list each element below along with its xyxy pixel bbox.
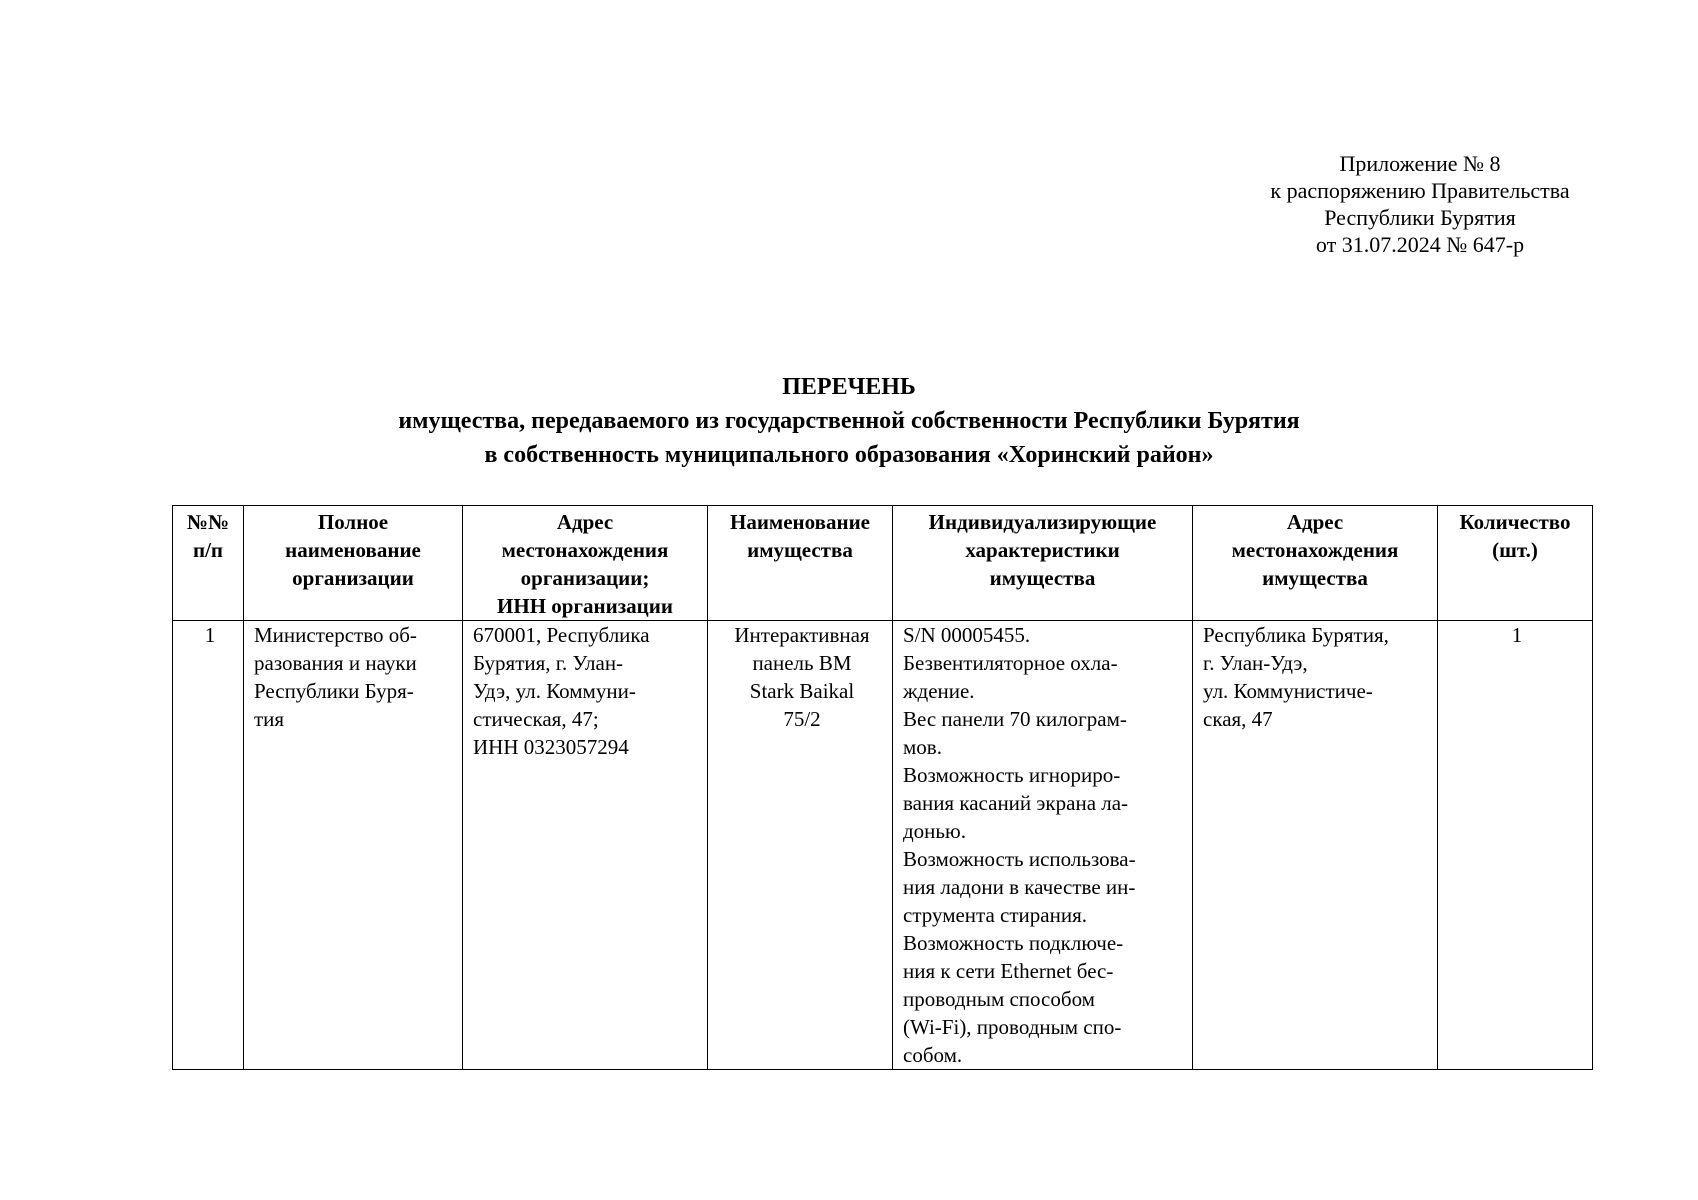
property-table: [172, 505, 1593, 1070]
cell-line: собом.: [903, 1043, 963, 1067]
header-number: [173, 506, 244, 621]
cell-line: Полное: [317, 510, 389, 534]
cell-organization: [244, 621, 463, 1070]
cell-line: 1: [1511, 623, 1523, 647]
cell-line: ния к сети Ethernet бес-: [903, 959, 1114, 983]
cell-line: Республики Буря-: [254, 679, 414, 703]
title-line: имущества, передаваемого из государственной собственности Республики Бурятия: [398, 408, 1300, 434]
cell-line: Министерство об-: [254, 623, 417, 647]
cell-line: ул. Коммунистиче-: [1203, 679, 1373, 703]
cell-line: наименование: [285, 538, 421, 562]
appendix-line: от 31.07.2024 № 647-р: [1315, 232, 1525, 257]
cell-line: мов.: [903, 735, 942, 759]
cell-line: (Wi-Fi), проводным спо-: [903, 1015, 1122, 1039]
cell-quantity: [1438, 621, 1593, 1070]
cell-line: Возможность игнориро-: [903, 763, 1121, 787]
cell-line: ИНН 0323057294: [473, 735, 629, 759]
cell-line: Возможность подключе-: [903, 931, 1124, 955]
cell-line: Бурятия, г. Улан-: [473, 651, 624, 675]
cell-line: Количество: [1459, 510, 1571, 534]
cell-property-name: [708, 621, 893, 1070]
document-title: [0, 370, 1698, 472]
header-organization: [244, 506, 463, 621]
appendix-line: Приложение № 8: [1339, 151, 1501, 176]
cell-line: местонахождения: [501, 538, 669, 562]
cell-line: Адрес: [1286, 510, 1344, 534]
cell-line: имущества: [989, 566, 1096, 590]
appendix-line: к распоряжению Правительства: [1270, 178, 1570, 203]
cell-line: Stark Baikal: [749, 679, 855, 703]
cell-characteristics: [893, 621, 1193, 1070]
cell-line: Удэ, ул. Коммуни-: [473, 679, 636, 703]
cell-line: (шт.): [1492, 538, 1538, 562]
cell-line: Вес панели 70 килограм-: [903, 707, 1127, 731]
cell-line: ИНН организации: [497, 594, 673, 618]
cell-line: г. Улан-Удэ,: [1203, 651, 1308, 675]
cell-line: ждение.: [903, 679, 975, 703]
cell-line: Безвентиляторное охла-: [903, 651, 1118, 675]
cell-line: ская, 47: [1203, 707, 1273, 731]
cell-line: организации;: [520, 566, 650, 590]
cell-line: имущества: [747, 538, 853, 562]
table-row: [173, 621, 1593, 1070]
cell-line: стическая, 47;: [473, 707, 599, 731]
header-property-address: [1193, 506, 1438, 621]
cell-line: организации: [292, 566, 414, 590]
cell-line: вания касаний экрана ла-: [903, 791, 1129, 815]
cell-line: разования и науки: [254, 651, 417, 675]
cell-line: S/N 00005455.: [903, 623, 1031, 647]
cell-line: №№: [186, 510, 230, 534]
cell-line: Наименование: [730, 510, 870, 534]
cell-line: характеристики: [965, 538, 1120, 562]
cell-line: ния ладони в качестве ин-: [903, 875, 1136, 899]
cell-line: тия: [254, 707, 285, 731]
cell-line: Интерактивная: [734, 623, 870, 647]
cell-line: проводным способом: [903, 987, 1095, 1011]
title-heading: ПЕРЕЧЕНЬ: [782, 374, 916, 400]
cell-line: имущества: [1262, 566, 1368, 590]
header-property-name: [708, 506, 893, 621]
title-line: в собственность муниципального образования «Хоринский район»: [484, 442, 1214, 468]
cell-line: Адрес: [556, 510, 614, 534]
appendix-line: Республики Бурятия: [1324, 205, 1516, 230]
cell-line: донью.: [903, 819, 966, 843]
cell-line: Республика Бурятия,: [1203, 623, 1389, 647]
appendix-reference: [1180, 150, 1660, 258]
table-header-row: [173, 506, 1593, 621]
cell-line: местонахождения: [1231, 538, 1399, 562]
cell-line: Индивидуализирующие: [928, 510, 1157, 534]
cell-property-address: [1193, 621, 1438, 1070]
header-quantity: [1438, 506, 1593, 621]
cell-line: струмента стирания.: [903, 903, 1087, 927]
cell-line: Возможность использова-: [903, 847, 1136, 871]
cell-line: панель BM: [752, 651, 852, 675]
cell-org-address: [463, 621, 708, 1070]
cell-number: [173, 621, 244, 1070]
header-org-address: [463, 506, 708, 621]
header-characteristics: [893, 506, 1193, 621]
cell-line: 75/2: [783, 707, 821, 731]
cell-line: 670001, Республика: [473, 623, 650, 647]
cell-line: п/п: [192, 538, 224, 562]
cell-line: 1: [204, 623, 216, 647]
